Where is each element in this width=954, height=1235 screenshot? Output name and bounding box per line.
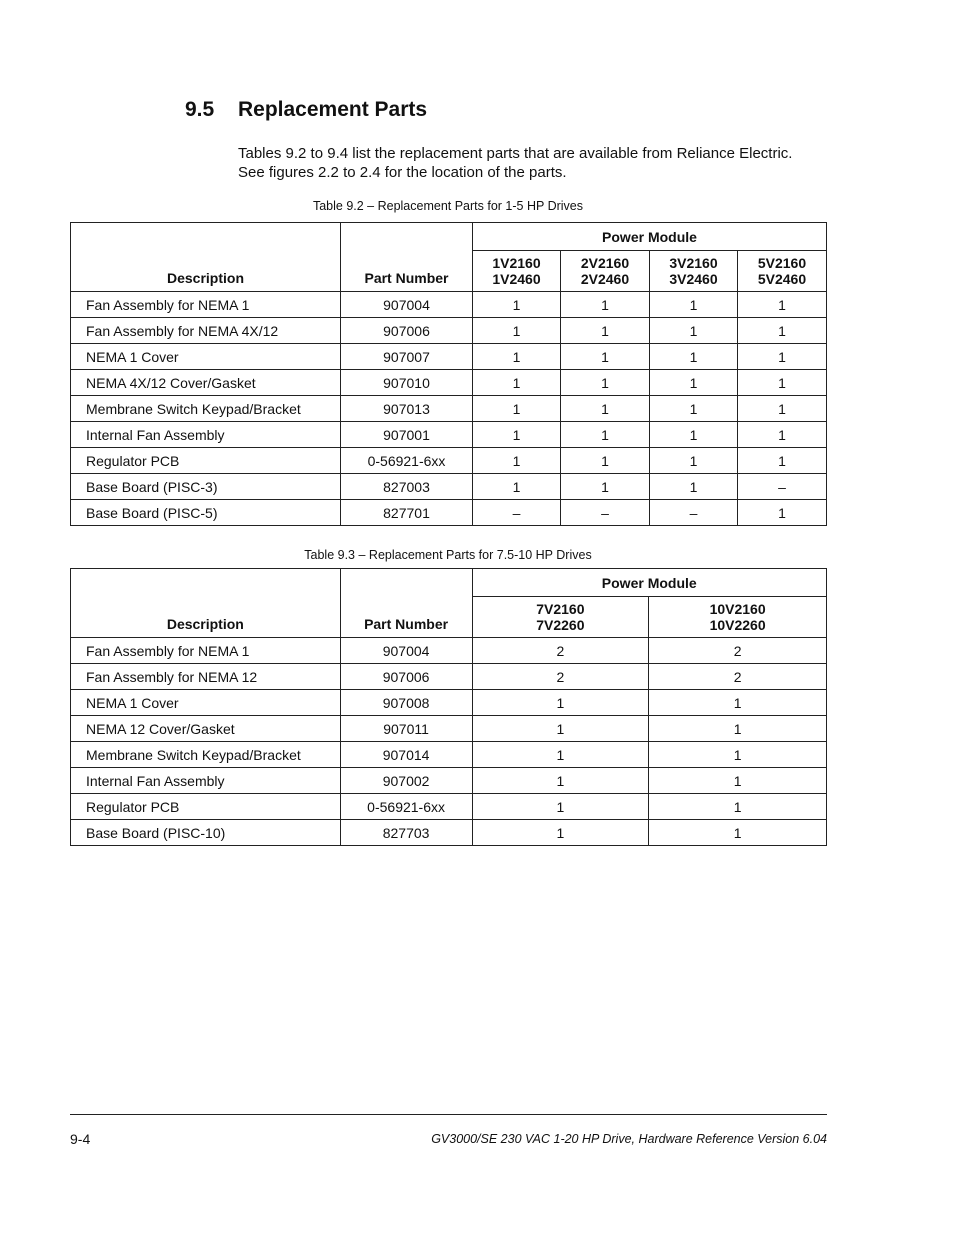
quantity-cell: 1 <box>738 422 827 448</box>
quantity-cell: 1 <box>650 474 738 500</box>
quantity-cell: 1 <box>473 318 561 344</box>
description-cell: NEMA 1 Cover <box>71 344 341 370</box>
part-number-cell: 907004 <box>341 292 473 318</box>
quantity-cell: 1 <box>561 422 650 448</box>
quantity-cell: 1 <box>649 794 827 820</box>
section-heading <box>185 98 427 122</box>
description-cell: Fan Assembly for NEMA 1 <box>71 292 341 318</box>
quantity-cell: 1 <box>561 474 650 500</box>
description-cell: Base Board (PISC-5) <box>71 500 341 526</box>
part-number-cell: 907014 <box>340 742 472 768</box>
description-cell: Membrane Switch Keypad/Bracket <box>71 396 341 422</box>
quantity-cell: 1 <box>561 448 650 474</box>
quantity-cell: 1 <box>649 690 827 716</box>
quantity-cell: 1 <box>472 820 649 846</box>
quantity-cell: 1 <box>473 370 561 396</box>
description-cell: Fan Assembly for NEMA 1 <box>71 638 341 664</box>
variant-header: 10V2160 10V2260 <box>649 597 827 638</box>
quantity-cell: – <box>738 474 827 500</box>
quantity-cell: 1 <box>473 292 561 318</box>
description-header: Description <box>71 569 341 638</box>
power-module-header: Power Module <box>473 223 827 251</box>
part-number-cell: 827701 <box>341 500 473 526</box>
part-number-cell: 0-56921-6xx <box>340 794 472 820</box>
table-row <box>71 448 827 474</box>
description-cell: Base Board (PISC-10) <box>71 820 341 846</box>
quantity-cell: 1 <box>561 396 650 422</box>
table-row <box>71 768 827 794</box>
quantity-cell: 1 <box>472 768 649 794</box>
variant-header: 3V2160 3V2460 <box>650 251 738 292</box>
table-9-3-caption: Table 9.3 – Replacement Parts for 7.5-10 HP Drives <box>304 548 592 562</box>
section-title: Replacement Parts <box>238 98 428 121</box>
part-number-cell: 907006 <box>341 318 473 344</box>
table-row <box>71 690 827 716</box>
quantity-cell: 2 <box>472 664 649 690</box>
quantity-cell: 1 <box>738 448 827 474</box>
quantity-cell: 1 <box>649 742 827 768</box>
quantity-cell: 1 <box>473 448 561 474</box>
quantity-cell: 1 <box>650 370 738 396</box>
quantity-cell: 1 <box>650 344 738 370</box>
quantity-cell: 1 <box>650 292 738 318</box>
description-cell: Internal Fan Assembly <box>71 422 341 448</box>
description-cell: Membrane Switch Keypad/Bracket <box>71 742 341 768</box>
intro-line: See figures 2.2 to 2.4 for the location of the parts. <box>238 164 567 181</box>
section-number: 9.5 <box>185 98 215 121</box>
part-number-cell: 827003 <box>341 474 473 500</box>
table-9-2-caption: Table 9.2 – Replacement Parts for 1-5 HP Drives <box>312 199 584 213</box>
table-row <box>71 474 827 500</box>
quantity-cell: 1 <box>738 344 827 370</box>
part-number-cell: 907007 <box>341 344 473 370</box>
power-module-header: Power Module <box>472 569 827 597</box>
table-row <box>71 344 827 370</box>
quantity-cell: 1 <box>650 422 738 448</box>
quantity-cell: 1 <box>472 690 649 716</box>
table-row <box>71 794 827 820</box>
description-header: Description <box>71 223 341 292</box>
table-row <box>71 638 827 664</box>
table-row <box>71 370 827 396</box>
part-number-cell: 907002 <box>340 768 472 794</box>
quantity-cell: 1 <box>649 820 827 846</box>
quantity-cell: 1 <box>738 500 827 526</box>
quantity-cell: 1 <box>650 448 738 474</box>
footer-divider <box>70 1114 827 1115</box>
table-row <box>71 396 827 422</box>
intro-line: Tables 9.2 to 9.4 list the replacement parts that are available from Reliance Electric. <box>238 145 793 162</box>
intro-paragraph <box>238 144 848 182</box>
quantity-cell: 1 <box>650 318 738 344</box>
part-number-cell: 907008 <box>340 690 472 716</box>
variant-header: 5V2160 5V2460 <box>738 251 827 292</box>
quantity-cell: 1 <box>649 768 827 794</box>
description-cell: NEMA 4X/12 Cover/Gasket <box>71 370 341 396</box>
table-9-2 <box>70 222 827 526</box>
part-number-cell: 907006 <box>340 664 472 690</box>
description-cell: NEMA 1 Cover <box>71 690 341 716</box>
quantity-cell: 1 <box>473 344 561 370</box>
variant-header: 2V2160 2V2460 <box>561 251 650 292</box>
part-number-cell: 907004 <box>340 638 472 664</box>
part-number-cell: 907011 <box>340 716 472 742</box>
quantity-cell: 1 <box>561 370 650 396</box>
quantity-cell: 1 <box>738 318 827 344</box>
quantity-cell: 1 <box>473 474 561 500</box>
variant-header: 1V2160 1V2460 <box>473 251 561 292</box>
quantity-cell: 1 <box>738 292 827 318</box>
description-cell: Regulator PCB <box>71 794 341 820</box>
quantity-cell: 2 <box>649 664 827 690</box>
quantity-cell: 1 <box>561 292 650 318</box>
table-row <box>71 318 827 344</box>
quantity-cell: 1 <box>649 716 827 742</box>
quantity-cell: 1 <box>473 422 561 448</box>
table-row <box>71 422 827 448</box>
quantity-cell: 2 <box>472 638 649 664</box>
quantity-cell: – <box>473 500 561 526</box>
part-number-header: Part Number <box>340 569 472 638</box>
table-row <box>71 664 827 690</box>
document-title: GV3000/SE 230 VAC 1-20 HP Drive, Hardware Reference Version 6.04 <box>431 1132 827 1146</box>
quantity-cell: 1 <box>650 396 738 422</box>
part-number-cell: 907013 <box>341 396 473 422</box>
description-cell: NEMA 12 Cover/Gasket <box>71 716 341 742</box>
quantity-cell: 1 <box>472 742 649 768</box>
table-9-3 <box>70 568 827 846</box>
description-cell: Internal Fan Assembly <box>71 768 341 794</box>
description-cell: Fan Assembly for NEMA 4X/12 <box>71 318 341 344</box>
part-number-cell: 907010 <box>341 370 473 396</box>
quantity-cell: 1 <box>738 370 827 396</box>
quantity-cell: 1 <box>561 344 650 370</box>
quantity-cell: – <box>561 500 650 526</box>
table-row <box>71 820 827 846</box>
table-row <box>71 500 827 526</box>
table-row <box>71 292 827 318</box>
quantity-cell: 2 <box>649 638 827 664</box>
part-number-header: Part Number <box>341 223 473 292</box>
table-row <box>71 716 827 742</box>
table-row <box>71 742 827 768</box>
part-number-cell: 907001 <box>341 422 473 448</box>
part-number-cell: 827703 <box>340 820 472 846</box>
quantity-cell: 1 <box>472 716 649 742</box>
quantity-cell: 1 <box>561 318 650 344</box>
variant-header: 7V2160 7V2260 <box>472 597 649 638</box>
description-cell: Regulator PCB <box>71 448 341 474</box>
page-number: 9-4 <box>70 1131 91 1147</box>
description-cell: Base Board (PISC-3) <box>71 474 341 500</box>
quantity-cell: 1 <box>738 396 827 422</box>
quantity-cell: – <box>650 500 738 526</box>
quantity-cell: 1 <box>473 396 561 422</box>
quantity-cell: 1 <box>472 794 649 820</box>
description-cell: Fan Assembly for NEMA 12 <box>71 664 341 690</box>
part-number-cell: 0-56921-6xx <box>341 448 473 474</box>
